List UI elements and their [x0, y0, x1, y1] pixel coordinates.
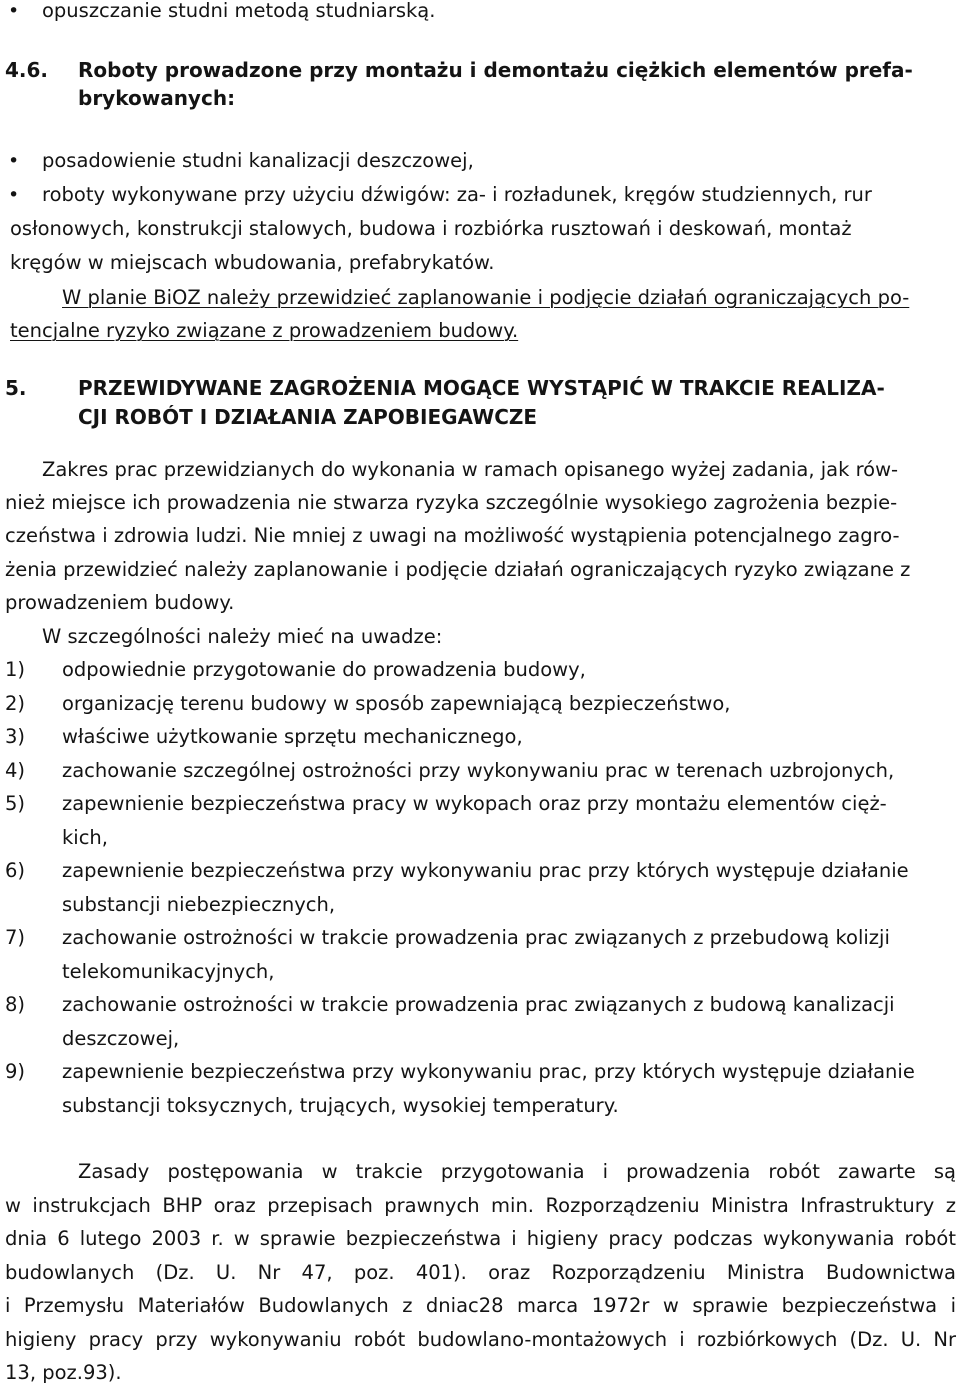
- section-title: PRZEWIDYWANE ZAGROŻENIA MOGĄCE WYSTĄPIĆ W TRAKCIE REALIZA-: [78, 376, 885, 400]
- list-item-cont: telekomunikacyjnych,: [62, 960, 275, 983]
- list-item: zapewnienie bezpieczeństwa przy wykonywaniu prac, przy których występuje działanie: [62, 1060, 915, 1083]
- paragraph-line: 13, poz.93).: [5, 1361, 122, 1384]
- list-number: 5): [5, 792, 26, 815]
- list-item: zachowanie ostrożności w trakcie prowadzenia prac związanych z przebudową kolizji: [62, 926, 890, 949]
- paragraph-line: Zakres prac przewidzianych do wykonania w ramach opisanego wyżej zadania, jak rów-: [42, 458, 899, 481]
- list-intro: W szczególności należy mieć na uwadze:: [42, 625, 443, 648]
- paragraph-line: w instrukcjach BHP oraz przepisach prawnych min. Rozporządzeniu Ministra Infrastruktury z: [5, 1194, 956, 1217]
- paragraph-line: i Przemysłu Materiałów Budowlanych z dniac28 marca 1972r w sprawie bezpieczeństwa i: [5, 1294, 956, 1317]
- paragraph-line: żenia przewidzieć należy zaplanowanie i podjęcie działań ograniczających ryzyko związane z: [5, 558, 911, 581]
- list-number: 7): [5, 926, 26, 949]
- list-item-cont: deszczowej,: [62, 1027, 180, 1050]
- list-item: właściwe użytkowanie sprzętu mechanicznego,: [62, 725, 523, 748]
- paragraph-line: higieny pracy przy wykonywaniu robót budowlano-montażowych i rozbiórkowych (Dz. U. Nr: [5, 1328, 956, 1351]
- list-item-cont: osłonowych, konstrukcji stalowych, budowa i rozbiórka rusztowań i deskowań, montaż: [10, 217, 852, 240]
- bullet-dot: •: [8, 184, 20, 206]
- list-item: zachowanie ostrożności w trakcie prowadzenia prac związanych z budową kanalizacji: [62, 993, 895, 1016]
- bioz-note-cont: tencjalne ryzyko związane z prowadzeniem budowy.: [10, 319, 519, 342]
- list-item-cont: kich,: [62, 826, 108, 849]
- section-title-cont: brykowanych:: [78, 86, 236, 110]
- list-item: zachowanie szczególnej ostrożności przy wykonywaniu prac w terenach uzbrojonych,: [62, 759, 895, 782]
- list-item: organizację terenu budowy w sposób zapewniającą bezpieczeństwo,: [62, 692, 731, 715]
- list-item-cont: substancji niebezpiecznych,: [62, 893, 336, 916]
- list-item: zapewnienie bezpieczeństwa pracy w wykopach oraz przy montażu elementów cięż-: [62, 792, 887, 815]
- list-number: 3): [5, 725, 26, 748]
- list-number: 8): [5, 993, 26, 1016]
- paragraph-line: Zasady postępowania w trakcie przygotowania i prowadzenia robót zawarte są: [78, 1160, 956, 1183]
- list-item-cont: substancji toksycznych, trujących, wysokiej temperatury.: [62, 1094, 619, 1117]
- list-item: zapewnienie bezpieczeństwa przy wykonywaniu prac przy których występuje działanie: [62, 859, 909, 882]
- section-number: 4.6.: [5, 58, 49, 82]
- bullet-dot: •: [8, 0, 20, 22]
- paragraph-line: budowlanych (Dz. U. Nr 47, poz. 401). oraz Rozporządzeniu Ministra Budownictwa: [5, 1261, 956, 1284]
- section-title-cont: CJI ROBÓT I DZIAŁANIA ZAPOBIEGAWCZE: [78, 405, 538, 429]
- paragraph-line: dnia 6 lutego 2003 r. w sprawie bezpieczeństwa i higieny pracy podczas wykonywania robót: [5, 1227, 956, 1250]
- section-title: Roboty prowadzone przy montażu i demontażu ciężkich elementów prefa-: [78, 58, 913, 82]
- list-number: 6): [5, 859, 26, 882]
- list-number: 1): [5, 658, 26, 681]
- list-item: roboty wykonywane przy użyciu dźwigów: za- i rozładunek, kręgów studziennych, rur: [42, 183, 872, 206]
- list-item: odpowiednie przygotowanie do prowadzenia budowy,: [62, 658, 586, 681]
- list-item: posadowienie studni kanalizacji deszczowej,: [42, 149, 474, 172]
- bullet-dot: •: [8, 150, 20, 172]
- bioz-note: W planie BiOZ należy przewidzieć zaplanowanie i podjęcie działań ograniczających po-: [62, 286, 910, 309]
- paragraph-line: prowadzeniem budowy.: [5, 591, 235, 614]
- paragraph-line: nież miejsce ich prowadzenia nie stwarza ryzyka szczególnie wysokiego zagrożenia bezpie-: [5, 491, 898, 514]
- list-number: 2): [5, 692, 26, 715]
- list-number: 9): [5, 1060, 26, 1083]
- list-number: 4): [5, 759, 26, 782]
- section-number: 5.: [5, 376, 27, 400]
- paragraph-line: czeństwa i zdrowia ludzi. Nie mniej z uwagi na możliwość wystąpienia potencjalnego zagro-: [5, 524, 900, 547]
- list-item-cont: kręgów w miejscach wbudowania, prefabrykatów.: [10, 251, 495, 274]
- list-item: opuszczanie studni metodą studniarską.: [42, 0, 436, 22]
